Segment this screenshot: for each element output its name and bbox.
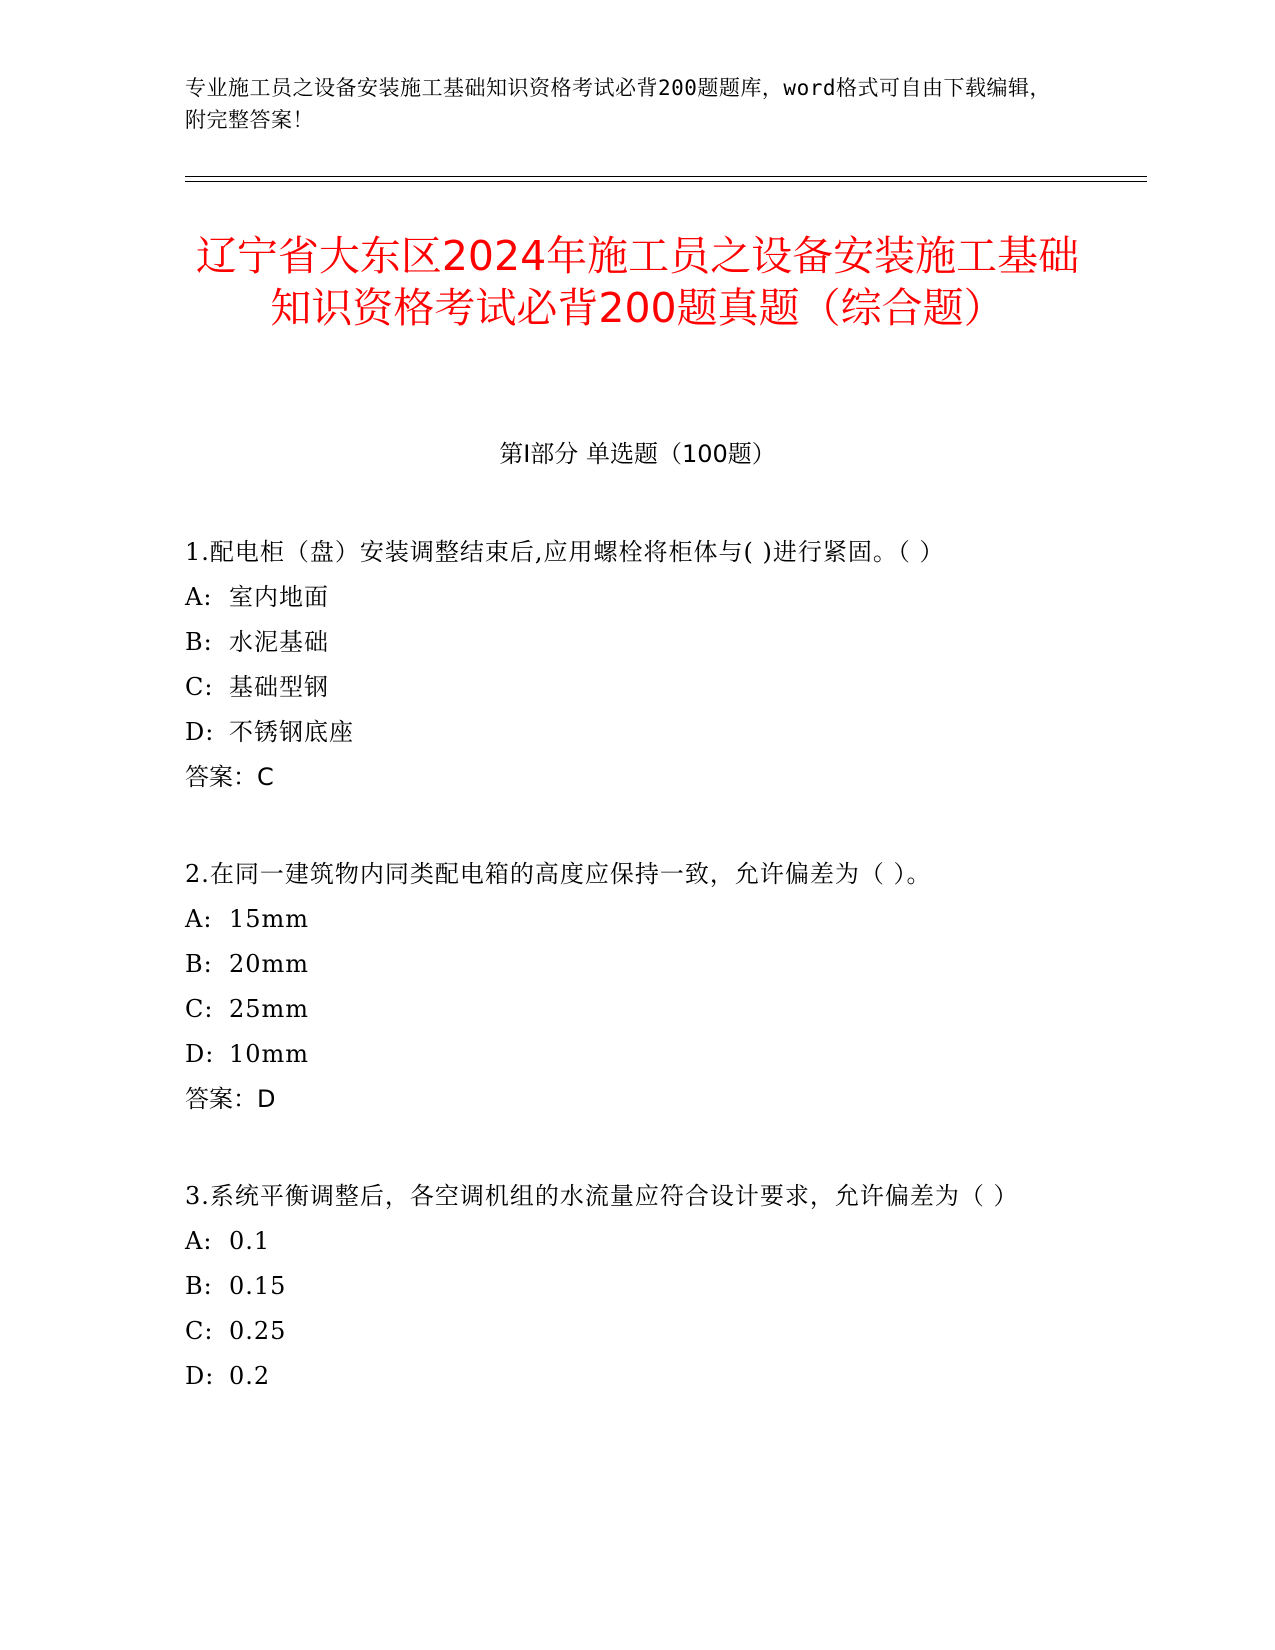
option-text: 室内地面 [229,583,329,611]
option-letter: C: [185,1317,214,1345]
option-text: 基础型钢 [229,673,329,701]
option-letter: A: [185,905,213,933]
option-letter: A: [185,1227,213,1255]
option-a [185,897,1065,942]
option-c [185,665,1065,710]
option-text: 20mm [229,950,310,978]
option-text: 0.2 [229,1362,271,1390]
option-text: 25mm [229,995,310,1023]
option-c [185,987,1065,1032]
question-2 [185,852,1065,1122]
option-text: 不锈钢底座 [229,718,354,746]
option-letter: B: [185,1272,213,1300]
answer-line: 答案：D [185,1085,276,1113]
option-letter: D: [185,1040,215,1068]
option-text: 0.1 [229,1227,271,1255]
option-letter: D: [185,718,215,746]
option-letter: C: [185,995,214,1023]
question-1 [185,530,1065,800]
option-a [185,575,1065,620]
option-letter: D: [185,1362,215,1390]
header-note: 专业施工员之设备安装施工基础知识资格考试必背200题题库，word格式可自由下载编辑，附完整答案！ [185,76,1051,132]
option-letter: C: [185,673,214,701]
section-title: 第Ⅰ部分 单选题（100题） [499,440,776,468]
option-text: 0.15 [229,1272,287,1300]
option-letter: A: [185,583,213,611]
question-list [185,530,1065,1451]
option-d [185,1032,1065,1077]
option-text: 0.25 [229,1317,287,1345]
question-stem: 1.配电柜（盘）安装调整结束后,应用螺栓将柜体与( )进行紧固。（ ） [185,538,945,566]
option-text: 10mm [229,1040,310,1068]
option-b [185,620,1065,665]
header-divider [185,176,1147,182]
question-stem: 2.在同一建筑物内同类配电箱的高度应保持一致，允许偏差为（ ）。 [185,860,932,888]
option-d [185,1354,1065,1399]
option-letter: B: [185,950,213,978]
answer-line: 答案：C [185,763,274,791]
question-stem: 3.系统平衡调整后，各空调机组的水流量应符合设计要求，允许偏差为（ ） [185,1182,1019,1210]
option-b [185,1264,1065,1309]
option-a [185,1219,1065,1264]
option-b [185,942,1065,987]
document-title: 辽宁省大东区2024年施工员之设备安装施工基础知识资格考试必背200题真题（综合题） [195,232,1080,332]
option-text: 水泥基础 [229,628,329,656]
option-d [185,710,1065,755]
option-letter: B: [185,628,213,656]
option-c [185,1309,1065,1354]
question-3 [185,1174,1065,1399]
option-text: 15mm [229,905,310,933]
